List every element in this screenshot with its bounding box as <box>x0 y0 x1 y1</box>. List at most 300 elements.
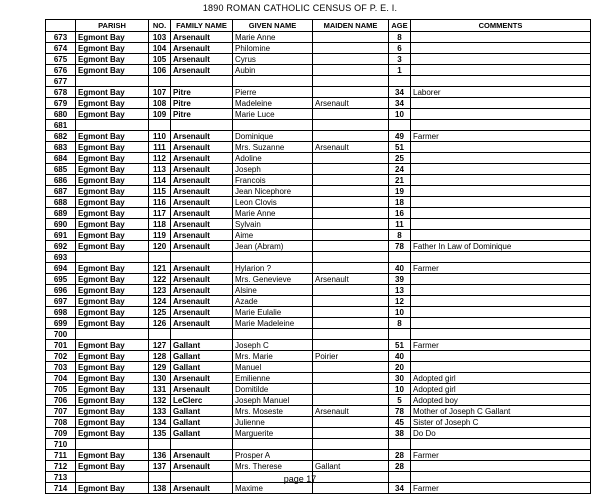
maiden-name-cell <box>313 208 389 219</box>
family-name-cell: Arsenault <box>171 285 233 296</box>
comments-cell: Farmer <box>411 450 591 461</box>
row-number-cell: 710 <box>46 439 76 450</box>
age-cell: 19 <box>389 186 411 197</box>
maiden-name-cell <box>313 219 389 230</box>
row-number-cell: 697 <box>46 296 76 307</box>
maiden-name-cell <box>313 252 389 263</box>
number-cell <box>149 439 171 450</box>
family-name-cell <box>171 329 233 340</box>
table-row <box>46 285 591 296</box>
maiden-name-cell <box>313 153 389 164</box>
parish-cell <box>76 329 149 340</box>
row-number-cell: 687 <box>46 186 76 197</box>
comments-cell: Adopted girl <box>411 384 591 395</box>
family-name-cell: Arsenault <box>171 373 233 384</box>
row-number-cell: 707 <box>46 406 76 417</box>
parish-cell: Egmont Bay <box>76 318 149 329</box>
number-cell: 107 <box>149 87 171 98</box>
row-number-cell: 682 <box>46 131 76 142</box>
given-name-cell: Mrs. Therese <box>233 461 313 472</box>
row-number-cell: 689 <box>46 208 76 219</box>
parish-cell: Egmont Bay <box>76 351 149 362</box>
given-name-cell: Mrs. Moseste <box>233 406 313 417</box>
given-name-cell: Alsine <box>233 285 313 296</box>
age-cell: 21 <box>389 175 411 186</box>
row-number-cell: 691 <box>46 230 76 241</box>
given-name-cell: Madeleine <box>233 98 313 109</box>
comments-cell <box>411 153 591 164</box>
given-name-cell: Francois <box>233 175 313 186</box>
parish-cell: Egmont Bay <box>76 395 149 406</box>
table-row <box>46 318 591 329</box>
comments-cell: Adopted boy <box>411 395 591 406</box>
number-cell: 128 <box>149 351 171 362</box>
age-cell: 38 <box>389 428 411 439</box>
table-row <box>46 439 591 450</box>
age-cell <box>389 329 411 340</box>
comments-cell <box>411 43 591 54</box>
table-row <box>46 76 591 87</box>
row-number-cell: 712 <box>46 461 76 472</box>
table-row <box>46 417 591 428</box>
parish-cell: Egmont Bay <box>76 406 149 417</box>
row-number-cell: 678 <box>46 87 76 98</box>
table-row <box>46 131 591 142</box>
maiden-name-cell <box>313 340 389 351</box>
row-number-cell: 684 <box>46 153 76 164</box>
family-name-cell: Arsenault <box>171 164 233 175</box>
parish-cell: Egmont Bay <box>76 340 149 351</box>
table-row <box>46 483 591 494</box>
age-cell: 49 <box>389 131 411 142</box>
table-row <box>46 461 591 472</box>
comments-cell <box>411 230 591 241</box>
number-cell: 111 <box>149 142 171 153</box>
comments-cell <box>411 175 591 186</box>
maiden-name-cell <box>313 186 389 197</box>
row-number-cell: 681 <box>46 120 76 131</box>
maiden-name-cell <box>313 417 389 428</box>
parish-cell: Egmont Bay <box>76 263 149 274</box>
number-cell: 109 <box>149 109 171 120</box>
given-name-cell: Jean (Abram) <box>233 241 313 252</box>
age-cell: 11 <box>389 219 411 230</box>
comments-cell: Laborer <box>411 87 591 98</box>
number-cell: 118 <box>149 219 171 230</box>
row-number-cell: 674 <box>46 43 76 54</box>
table-row <box>46 43 591 54</box>
parish-cell: Egmont Bay <box>76 461 149 472</box>
header-given-name: GIVEN NAME <box>233 20 313 32</box>
given-name-cell: Dominique <box>233 131 313 142</box>
number-cell: 117 <box>149 208 171 219</box>
given-name-cell: Marguerite <box>233 428 313 439</box>
maiden-name-cell <box>313 395 389 406</box>
row-number-cell: 709 <box>46 428 76 439</box>
number-cell: 116 <box>149 197 171 208</box>
family-name-cell <box>171 439 233 450</box>
table-row <box>46 373 591 384</box>
comments-cell <box>411 318 591 329</box>
row-number-cell: 705 <box>46 384 76 395</box>
age-cell: 5 <box>389 395 411 406</box>
number-cell: 122 <box>149 274 171 285</box>
age-cell: 6 <box>389 43 411 54</box>
table-row <box>46 109 591 120</box>
family-name-cell: Arsenault <box>171 483 233 494</box>
parish-cell: Egmont Bay <box>76 219 149 230</box>
parish-cell: Egmont Bay <box>76 450 149 461</box>
comments-cell <box>411 219 591 230</box>
parish-cell: Egmont Bay <box>76 98 149 109</box>
family-name-cell: Gallant <box>171 362 233 373</box>
maiden-name-cell <box>313 109 389 120</box>
comments-cell <box>411 120 591 131</box>
number-cell: 130 <box>149 373 171 384</box>
table-row <box>46 208 591 219</box>
maiden-name-cell: Arsenault <box>313 98 389 109</box>
number-cell: 137 <box>149 461 171 472</box>
family-name-cell: Gallant <box>171 428 233 439</box>
row-number-cell: 677 <box>46 76 76 87</box>
parish-cell: Egmont Bay <box>76 384 149 395</box>
table-row <box>46 164 591 175</box>
row-number-cell: 701 <box>46 340 76 351</box>
given-name-cell: Cyrus <box>233 54 313 65</box>
parish-cell: Egmont Bay <box>76 87 149 98</box>
family-name-cell: Arsenault <box>171 241 233 252</box>
number-cell: 135 <box>149 428 171 439</box>
family-name-cell: Arsenault <box>171 131 233 142</box>
given-name-cell: Mrs. Genevieve <box>233 274 313 285</box>
table-row <box>46 175 591 186</box>
age-cell <box>389 252 411 263</box>
number-cell: 131 <box>149 384 171 395</box>
family-name-cell <box>171 76 233 87</box>
family-name-cell: Arsenault <box>171 384 233 395</box>
family-name-cell: Arsenault <box>171 318 233 329</box>
maiden-name-cell: Poirier <box>313 351 389 362</box>
table-row <box>46 241 591 252</box>
given-name-cell: Marie Luce <box>233 109 313 120</box>
given-name-cell: Pierre <box>233 87 313 98</box>
row-number-cell: 675 <box>46 54 76 65</box>
family-name-cell: Arsenault <box>171 54 233 65</box>
number-cell: 110 <box>149 131 171 142</box>
maiden-name-cell <box>313 384 389 395</box>
parish-cell: Egmont Bay <box>76 208 149 219</box>
parish-cell: Egmont Bay <box>76 417 149 428</box>
row-number-cell: 698 <box>46 307 76 318</box>
given-name-cell: Maxime <box>233 483 313 494</box>
comments-cell <box>411 439 591 450</box>
table-row <box>46 120 591 131</box>
maiden-name-cell <box>313 241 389 252</box>
family-name-cell <box>171 120 233 131</box>
maiden-name-cell: Arsenault <box>313 406 389 417</box>
parish-cell: Egmont Bay <box>76 274 149 285</box>
header-row-number <box>46 20 76 32</box>
header-no: NO. <box>149 20 171 32</box>
comments-cell <box>411 54 591 65</box>
comments-cell <box>411 274 591 285</box>
given-name-cell: Mrs. Marie <box>233 351 313 362</box>
age-cell: 3 <box>389 54 411 65</box>
parish-cell: Egmont Bay <box>76 65 149 76</box>
age-cell: 20 <box>389 362 411 373</box>
row-number-cell: 683 <box>46 142 76 153</box>
given-name-cell: Jean Nicephore <box>233 186 313 197</box>
number-cell: 138 <box>149 483 171 494</box>
given-name-cell <box>233 120 313 131</box>
row-number-cell: 679 <box>46 98 76 109</box>
number-cell: 114 <box>149 175 171 186</box>
comments-cell <box>411 307 591 318</box>
maiden-name-cell <box>313 329 389 340</box>
age-cell: 24 <box>389 164 411 175</box>
table-row <box>46 296 591 307</box>
family-name-cell: Arsenault <box>171 263 233 274</box>
comments-cell <box>411 252 591 263</box>
maiden-name-cell <box>313 296 389 307</box>
age-cell: 10 <box>389 109 411 120</box>
row-number-cell: 692 <box>46 241 76 252</box>
census-body <box>46 32 591 494</box>
given-name-cell: Hylarion ? <box>233 263 313 274</box>
family-name-cell: Gallant <box>171 406 233 417</box>
given-name-cell: Manuel <box>233 362 313 373</box>
maiden-name-cell <box>313 131 389 142</box>
number-cell: 126 <box>149 318 171 329</box>
given-name-cell: Marie Madeleine <box>233 318 313 329</box>
family-name-cell: Arsenault <box>171 153 233 164</box>
maiden-name-cell <box>313 483 389 494</box>
number-cell: 108 <box>149 98 171 109</box>
parish-cell: Egmont Bay <box>76 307 149 318</box>
table-row <box>46 54 591 65</box>
row-number-cell: 673 <box>46 32 76 43</box>
parish-cell: Egmont Bay <box>76 362 149 373</box>
given-name-cell: Marie Anne <box>233 208 313 219</box>
comments-cell <box>411 329 591 340</box>
header-comments: COMMENTS <box>411 20 591 32</box>
comments-cell <box>411 32 591 43</box>
table-row <box>46 351 591 362</box>
maiden-name-cell <box>313 373 389 384</box>
family-name-cell: Arsenault <box>171 142 233 153</box>
table-row <box>46 186 591 197</box>
given-name-cell: Prosper A <box>233 450 313 461</box>
given-name-cell: Julienne <box>233 417 313 428</box>
given-name-cell: Sylvain <box>233 219 313 230</box>
header-parish: PARISH <box>76 20 149 32</box>
family-name-cell: Arsenault <box>171 32 233 43</box>
row-number-cell: 694 <box>46 263 76 274</box>
number-cell: 112 <box>149 153 171 164</box>
row-number-cell: 699 <box>46 318 76 329</box>
page-number: page 17 <box>283 474 317 484</box>
table-row <box>46 65 591 76</box>
page-title: 1890 ROMAN CATHOLIC CENSUS OF P. E. I. <box>202 3 398 13</box>
age-cell <box>389 439 411 450</box>
row-number-cell: 714 <box>46 483 76 494</box>
given-name-cell: Aime <box>233 230 313 241</box>
family-name-cell: Arsenault <box>171 450 233 461</box>
parish-cell: Egmont Bay <box>76 142 149 153</box>
table-row <box>46 384 591 395</box>
maiden-name-cell <box>313 175 389 186</box>
maiden-name-cell <box>313 76 389 87</box>
row-number-cell: 700 <box>46 329 76 340</box>
row-number-cell: 676 <box>46 65 76 76</box>
age-cell: 8 <box>389 230 411 241</box>
row-number-cell: 703 <box>46 362 76 373</box>
row-number-cell: 693 <box>46 252 76 263</box>
table-row <box>46 263 591 274</box>
comments-cell: Farmer <box>411 263 591 274</box>
family-name-cell: Pitre <box>171 109 233 120</box>
family-name-cell: Pitre <box>171 87 233 98</box>
row-number-cell: 680 <box>46 109 76 120</box>
given-name-cell: Leon Clovis <box>233 197 313 208</box>
header-age: AGE <box>389 20 411 32</box>
parish-cell <box>76 76 149 87</box>
parish-cell: Egmont Bay <box>76 296 149 307</box>
age-cell: 10 <box>389 384 411 395</box>
family-name-cell: Arsenault <box>171 43 233 54</box>
table-row <box>46 197 591 208</box>
table-row <box>46 98 591 109</box>
number-cell <box>149 252 171 263</box>
row-number-cell: 695 <box>46 274 76 285</box>
age-cell: 13 <box>389 285 411 296</box>
row-number-cell: 708 <box>46 417 76 428</box>
parish-cell: Egmont Bay <box>76 186 149 197</box>
given-name-cell: Emilienne <box>233 373 313 384</box>
family-name-cell: LeClerc <box>171 395 233 406</box>
age-cell: 1 <box>389 65 411 76</box>
comments-cell: Farmer <box>411 131 591 142</box>
table-row <box>46 329 591 340</box>
family-name-cell: Arsenault <box>171 296 233 307</box>
maiden-name-cell <box>313 164 389 175</box>
maiden-name-cell <box>313 307 389 318</box>
maiden-name-cell <box>313 362 389 373</box>
comments-cell: Do Do <box>411 428 591 439</box>
family-name-cell: Arsenault <box>171 186 233 197</box>
comments-cell: Farmer <box>411 340 591 351</box>
given-name-cell <box>233 252 313 263</box>
family-name-cell: Arsenault <box>171 175 233 186</box>
number-cell: 124 <box>149 296 171 307</box>
maiden-name-cell <box>313 263 389 274</box>
family-name-cell: Gallant <box>171 340 233 351</box>
number-cell: 115 <box>149 186 171 197</box>
family-name-cell: Arsenault <box>171 274 233 285</box>
family-name-cell: Gallant <box>171 417 233 428</box>
maiden-name-cell <box>313 428 389 439</box>
age-cell: 78 <box>389 241 411 252</box>
comments-cell <box>411 351 591 362</box>
maiden-name-cell <box>313 32 389 43</box>
given-name-cell: Mrs. Suzanne <box>233 142 313 153</box>
table-row <box>46 406 591 417</box>
number-cell: 133 <box>149 406 171 417</box>
age-cell: 40 <box>389 351 411 362</box>
parish-cell: Egmont Bay <box>76 43 149 54</box>
table-row <box>46 340 591 351</box>
header-maiden-name: MAIDEN NAME <box>313 20 389 32</box>
age-cell: 51 <box>389 142 411 153</box>
number-cell: 103 <box>149 32 171 43</box>
given-name-cell: Domitilde <box>233 384 313 395</box>
header-family-name: FAMILY NAME <box>171 20 233 32</box>
number-cell <box>149 76 171 87</box>
comments-cell <box>411 164 591 175</box>
maiden-name-cell <box>313 87 389 98</box>
maiden-name-cell <box>313 120 389 131</box>
given-name-cell: Philomine <box>233 43 313 54</box>
number-cell: 106 <box>149 65 171 76</box>
given-name-cell: Marie Anne <box>233 32 313 43</box>
parish-cell: Egmont Bay <box>76 153 149 164</box>
age-cell <box>389 120 411 131</box>
parish-cell: Egmont Bay <box>76 197 149 208</box>
family-name-cell: Arsenault <box>171 219 233 230</box>
comments-cell: Adopted girl <box>411 373 591 384</box>
given-name-cell <box>233 439 313 450</box>
census-table <box>45 19 591 494</box>
given-name-cell: Adoline <box>233 153 313 164</box>
age-cell: 18 <box>389 197 411 208</box>
age-cell: 34 <box>389 87 411 98</box>
age-cell: 28 <box>389 461 411 472</box>
table-row <box>46 395 591 406</box>
parish-cell: Egmont Bay <box>76 483 149 494</box>
table-row <box>46 219 591 230</box>
parish-cell: Egmont Bay <box>76 428 149 439</box>
number-cell: 136 <box>149 450 171 461</box>
age-cell: 28 <box>389 450 411 461</box>
given-name-cell: Joseph C <box>233 340 313 351</box>
maiden-name-cell <box>313 285 389 296</box>
number-cell: 129 <box>149 362 171 373</box>
family-name-cell: Arsenault <box>171 197 233 208</box>
number-cell: 127 <box>149 340 171 351</box>
given-name-cell: Joseph <box>233 164 313 175</box>
age-cell: 8 <box>389 318 411 329</box>
comments-cell <box>411 296 591 307</box>
maiden-name-cell: Gallant <box>313 461 389 472</box>
table-row <box>46 87 591 98</box>
given-name-cell: Joseph Manuel <box>233 395 313 406</box>
number-cell: 121 <box>149 263 171 274</box>
given-name-cell <box>233 329 313 340</box>
row-number-cell: 688 <box>46 197 76 208</box>
comments-cell <box>411 285 591 296</box>
given-name-cell: Marie Eulalie <box>233 307 313 318</box>
maiden-name-cell <box>313 65 389 76</box>
maiden-name-cell: Arsenault <box>313 142 389 153</box>
table-row <box>46 153 591 164</box>
age-cell <box>389 76 411 87</box>
row-number-cell: 696 <box>46 285 76 296</box>
parish-cell: Egmont Bay <box>76 164 149 175</box>
number-cell <box>149 329 171 340</box>
age-cell: 34 <box>389 483 411 494</box>
parish-cell: Egmont Bay <box>76 32 149 43</box>
parish-cell: Egmont Bay <box>76 54 149 65</box>
